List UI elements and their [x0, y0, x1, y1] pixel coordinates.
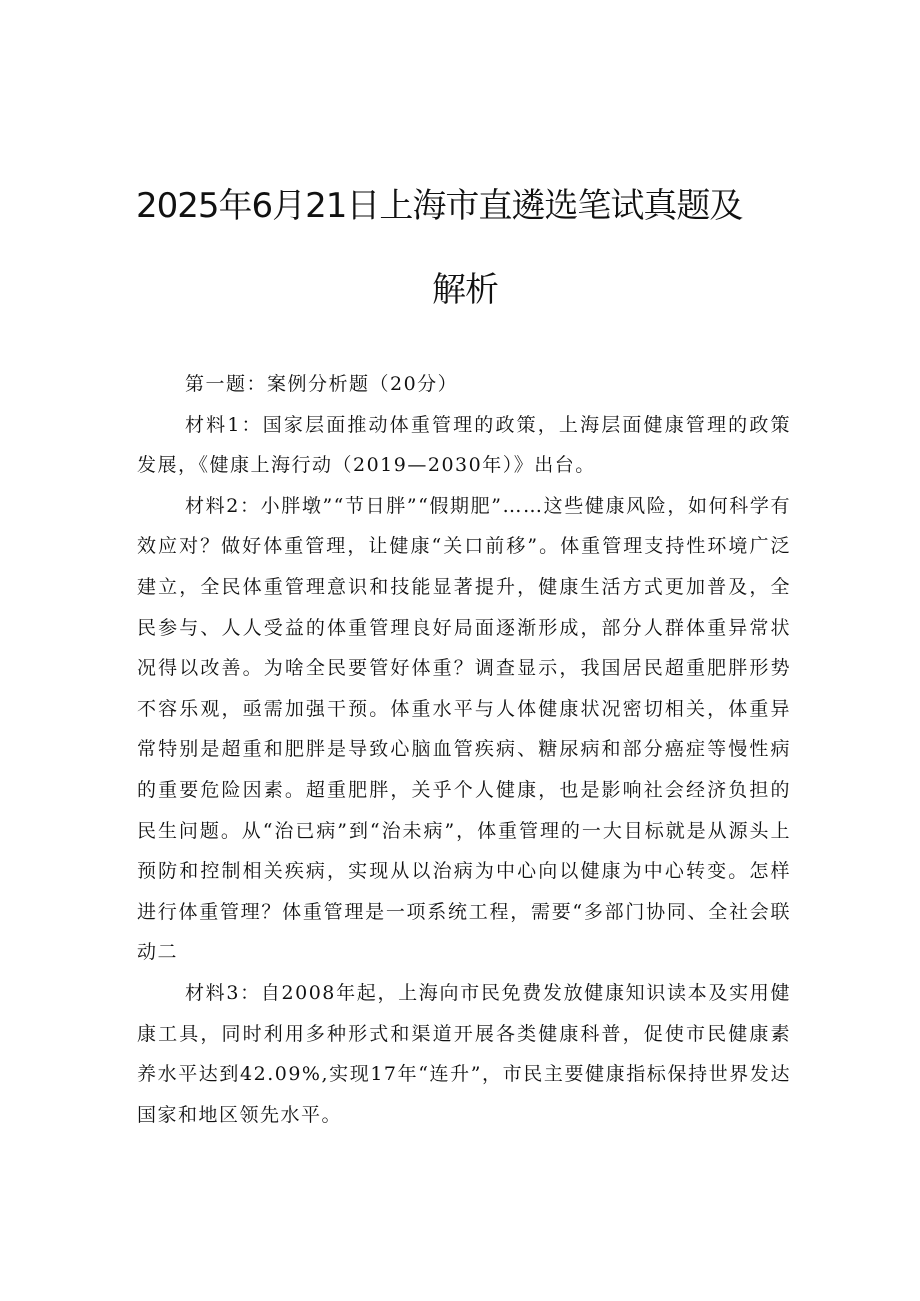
question-heading: 第一题：案例分析题（20分） [185, 373, 459, 395]
material-3-paragraph: 材料3：自2008年起，上海向市民免费发放健康知识读本及实用健康工具，同时利用多种形式和渠道开展各类健康科普，促使市民健康素养水平达到42.09%,实现17年“连升”，市民主要健康指标保持世界发达国家和地区领先水平。 [137, 981, 791, 1126]
document-title-line-1: 2025年6月21日上海市直遴选笔试真题及 [136, 186, 743, 226]
material-2-paragraph: 材料2：小胖墩”“节日胖”“假期肥”……这些健康风险，如何科学有效应对？做好体重管理，让健康“关口前移”。体重管理支持性环境广泛建立，全民体重管理意识和技能显著提升，健康生活方式更加普及，全民参与、人人受益的体重管理良好局面逐渐形成，部分人群体重异常状况得以改善。为啥全民要管好体重？调查显示，我国居民超重肥胖形势不容乐观，亟需加强干预。体重水平与人体健康状况密切相关，体重异常特别是超重和肥胖是导致心脑血管疾病、糖尿病和部分癌症等慢性病的重要危险因素。超重肥胖，关乎个人健康，也是影响社会经济负担的民生问题。从“治已病”到“治未病”，体重管理的一大目标就是从源头上预防和控制相关疾病，实现从以治病为中心向以健康为中心转变。怎样进行体重管理？体重管理是一项系统工程，需要“多部门协同、全社会联动二 [137, 494, 791, 964]
material-1-paragraph: 材料1：国家层面推动体重管理的政策，上海层面健康管理的政策发展，《健康上海行动（2019—2030年）》出台。 [137, 413, 791, 477]
document-body [137, 364, 791, 1135]
document-title-line-2: 解析 [432, 270, 498, 310]
